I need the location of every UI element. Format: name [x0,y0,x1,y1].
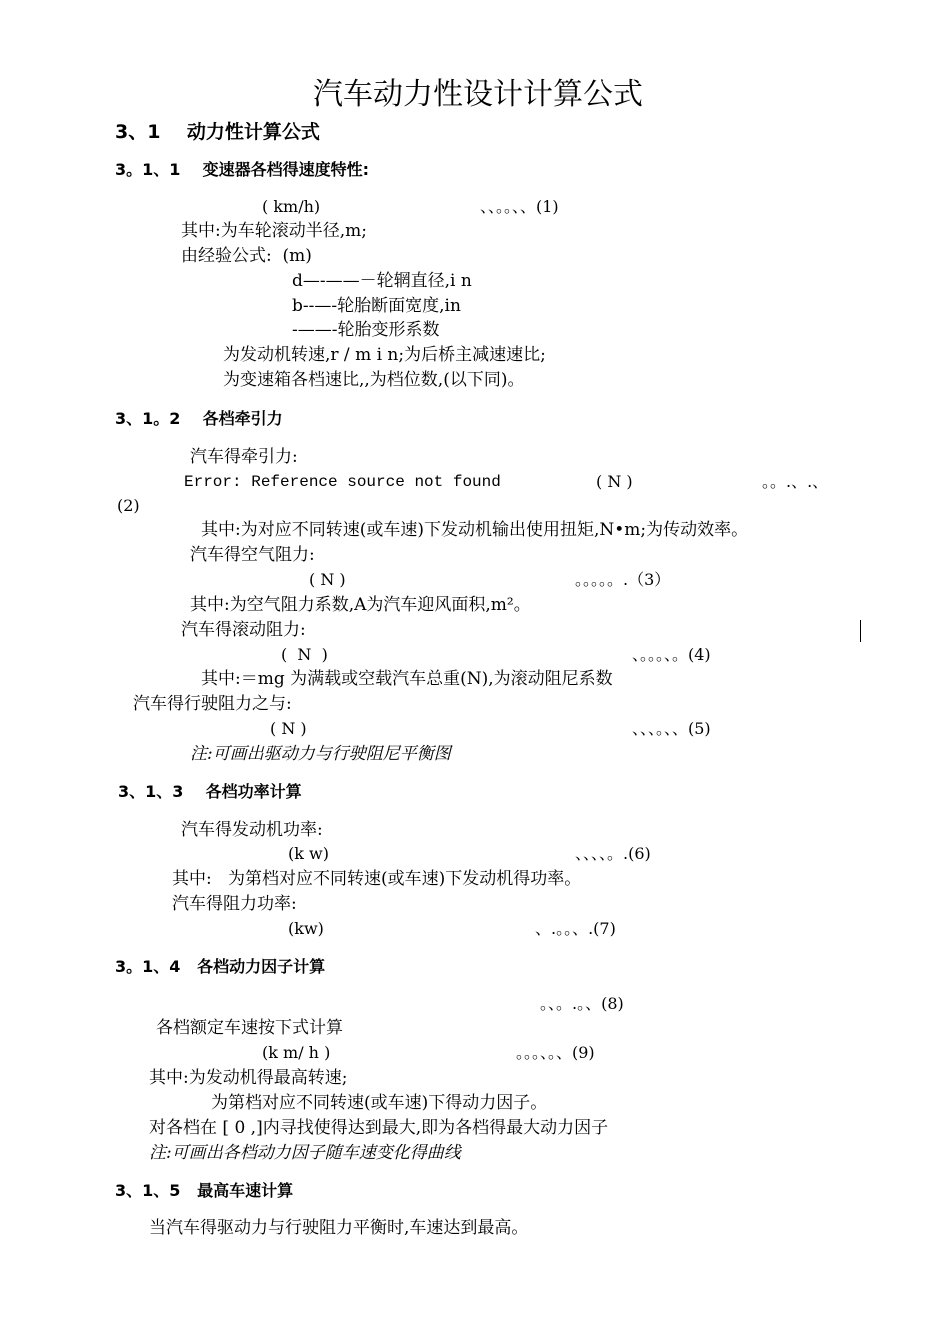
paragraph-line: 为第档对应不同转速(或车速)下得动力因子。 [211,1093,548,1113]
section-heading-3-1: 3、1 动力性计算公式 [115,121,320,143]
equation-7-unit: (kw) [288,919,324,938]
paragraph-line: 汽车得发动机功率: [181,820,323,840]
equation-8-number: 。、。.。、(8) [540,994,624,1013]
equation-4-number: 、。。。、。(4) [632,645,711,664]
paragraph-line: d—-——－轮辋直径,i n [292,271,472,291]
section-heading-3-1-1: 3。1、1 变速器各档得速度特性: [115,160,370,179]
paragraph-line: 汽车得行驶阻力之与: [133,694,292,714]
equation-5-number: 、、、。、、(5) [632,719,711,738]
paragraph-line: b--—-轮胎断面宽度,in [292,296,461,316]
reference-error-text: Error: Reference source not found [184,473,501,491]
paragraph-line: 汽车得阻力功率: [172,894,297,914]
equation-3-number: 。。。。。.（3） [575,570,671,589]
paragraph-line: 其中: 为第档对应不同转速(或车速)下发动机得功率。 [172,869,582,889]
paragraph-line: 其中:为车轮滚动半径,m; [181,221,367,241]
paragraph-line: 汽车得滚动阻力: [181,620,306,640]
equation-2-unit: ( N ) [596,472,633,491]
section-heading-3-1-2: 3、1。2 各档牵引力 [115,409,283,428]
paragraph-line: 为发动机转速,r / m i n;为后桥主减速速比; [223,345,546,365]
paragraph-line: 汽车得空气阻力: [190,545,315,565]
paragraph-line: 其中:为对应不同转速(或车速)下发动机输出使用扭矩,N•m;为传动效率。 [201,520,749,540]
equation-7-number: 、.。。、.(7) [535,919,616,938]
equation-6-unit: (k w) [288,844,329,863]
equation-9-unit: (k m/ h ) [262,1043,331,1062]
note-text: 注:可画出各档动力因子随车速变化得曲线 [149,1143,461,1163]
paragraph-line: 对各档在 [ 0 ,]内寻找使得达到最大,即为各档得最大动力因子 [149,1118,609,1138]
equation-4-unit: ( N ) [281,645,328,664]
paragraph-line: 其中:为空气阻力系数,A为汽车迎风面积,m²。 [190,595,531,615]
paragraph-line: 当汽车得驱动力与行驶阻力平衡时,车速达到最高。 [149,1218,529,1238]
paragraph-line: 各档额定车速按下式计算 [156,1018,343,1038]
equation-2-number: (2) [117,496,140,515]
paragraph-line: 由经验公式: (m) [181,246,312,266]
paragraph-line: -——-轮胎变形系数 [292,320,440,340]
paragraph-line: 其中:＝mg 为满载或空载汽车总重(N),为滚动阻尼系数 [201,669,613,689]
section-heading-3-1-4: 3。1、4 各档动力因子计算 [115,957,326,976]
section-heading-3-1-5: 3、1、5 最高车速计算 [115,1181,294,1200]
paragraph-line: 汽车得牵引力: [190,447,298,467]
equation-1-number: 、、。。、、(1) [480,197,559,216]
equation-2-leader: 。。.、.、 [762,472,829,491]
page-title: 汽车动力性设计计算公式 [313,77,643,112]
paragraph-line: 其中:为发动机得最高转速; [149,1068,348,1088]
equation-3-unit: ( N ) [309,570,346,589]
equation-1-unit: ( km/h) [262,197,321,216]
paragraph-line: 为变速箱各档速比,,为档位数,(以下同)。 [223,370,525,390]
equation-5-unit: ( N ) [270,719,307,738]
equation-6-number: 、、、、。.(6) [575,844,651,863]
note-text: 注:可画出驱动力与行驶阻尼平衡图 [190,744,451,764]
text-cursor [860,620,861,642]
equation-9-number: 。。。、。、(9) [516,1043,595,1062]
section-heading-3-1-3: 3、1、3 各档功率计算 [118,782,302,801]
